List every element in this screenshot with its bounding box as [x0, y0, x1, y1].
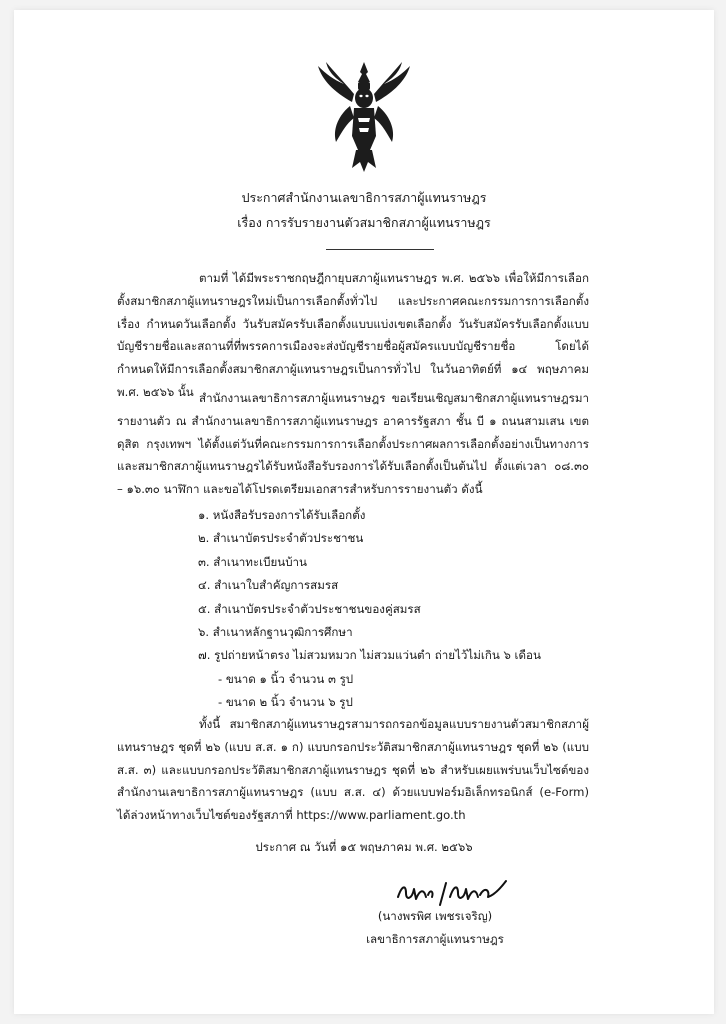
handwritten-signature	[392, 875, 512, 911]
signatory-position: เลขาธิการสภาผู้แทนราษฎร	[366, 932, 504, 946]
list-item: ๓. สำเนาทะเบียนบ้าน	[198, 554, 307, 569]
document-page	[14, 10, 714, 1014]
list-subitem: - ขนาด ๑ นิ้ว จำนวน ๓ รูป	[218, 671, 354, 686]
list-item: ๒. สำเนาบัตรประจำตัวประชาชน	[198, 531, 364, 546]
announcement-date: ประกาศ ณ วันที่ ๑๕ พฤษภาคม พ.ศ. ๒๕๖๖	[255, 840, 473, 854]
paragraph-eform: ทั้งนี้ สมาชิกสภาผู้แทนราษฎรสามารถกรอกข้อมูลแบบรายงานตัวสมาชิกสภาผู้แทนราษฎร ชุดที่ ๒๖ (แบบ ส.ส. ๑ ก) แบบกรอกประวัติสมาชิกสภาผู้แทนราษฎร ชุดที่ ๒๖ (แบบ ส.ส. ๓) และแบบกรอกประวัติสมาชิกสภาผู้แทนราษฎร ชุดที่ ๒๖ สำหรับเผยแพร่บนเว็บไซต์ของสำนักงานเลขาธิการสภาผู้แทนราษฎร (แบบ ส.ส. ๔) ด้วยแบบฟอร์มอิเล็กทรอนิกส์ (e-Form) ได้ล่วงหน้าทางเว็บไซต์ของรัฐสภาที่ https://www.parliament.go.th	[117, 717, 589, 823]
title-divider	[326, 249, 434, 250]
list-item: ๑. หนังสือรับรองการได้รับเลือกตั้ง	[198, 508, 366, 522]
required-documents-list	[198, 504, 618, 715]
list-subitem: - ขนาด ๒ นิ้ว จำนวน ๖ รูป	[218, 695, 353, 710]
list-item: ๖. สำเนาหลักฐานวุฒิการศึกษา	[198, 625, 353, 640]
paragraph-invitation: สำนักงานเลขาธิการสภาผู้แทนราษฎร ขอเรียนเชิญสมาชิกสภาผู้แทนราษฎรมารายงานตัว ณ สำนักงานเลขาธิการสภาผู้แทนราษฎร อาคารรัฐสภา ชั้น บี ๑ ถนนสามเสน เขตดุสิต กรุงเทพฯ ได้ตั้งแต่วันที่คณะกรรมการการเลือกตั้งประกาศผลการเลือกตั้งอย่างเป็นทางการและสมาชิกสภาผู้แทนราษฎรได้รับหนังสือรับรองการได้รับเลือกตั้งเป็นต้นไป ตั้งแต่เวลา ๐๘.๓๐ – ๑๖.๓๐ นาฬิกา และขอได้โปรดเตรียมเอกสารสำหรับการรายงานตัว ดังนี้	[117, 391, 589, 497]
notice-subject: เรื่อง การรับรายงานตัวสมาชิกสภาผู้แทนราษฎร	[237, 215, 491, 230]
list-item: ๔. สำเนาใบสำคัญการสมรส	[198, 578, 339, 593]
signatory-name: (นางพรพิศ เพชรเจริญ)	[377, 909, 493, 923]
garuda-emblem-icon	[314, 58, 414, 176]
list-item: ๗. รูปถ่ายหน้าตรง ไม่สวมหมวก ไม่สวมแว่นตำ ถ่ายไว้ไม่เกิน ๖ เดือน	[198, 648, 541, 663]
paragraph-background: ตามที่ ได้มีพระราชกฤษฎีกายุบสภาผู้แทนราษฎร พ.ศ. ๒๕๖๖ เพื่อให้มีการเลือกตั้งสมาชิกสภาผู้แทนราษฎรใหม่เป็นการเลือกตั้งทั่วไป และประกาศคณะกรรมการการเลือกตั้ง เรื่อง กำหนดวันเลือกตั้ง วันรับสมัครรับเลือกตั้งแบบแบ่งเขตเลือกตั้ง วันรับสมัครรับเลือกตั้งแบบบัญชีรายชื่อและสถานที่ที่พรรคการเมืองจะส่งบัญชีรายชื่อผู้สมัครแบบบัญชีรายชื่อ โดยได้กำหนดให้มีการเลือกตั้งสมาชิกสภาผู้แทนราษฎรเป็นการทั่วไป ในวันอาทิตย์ที่ ๑๔ พฤษภาคม พ.ศ. ๒๕๖๖ นั้น	[117, 271, 589, 399]
notice-title: ประกาศสำนักงานเลขาธิการสภาผู้แทนราษฎร	[241, 190, 487, 205]
list-item: ๕. สำเนาบัตรประจำตัวประชาชนของคู่สมรส	[198, 601, 421, 616]
